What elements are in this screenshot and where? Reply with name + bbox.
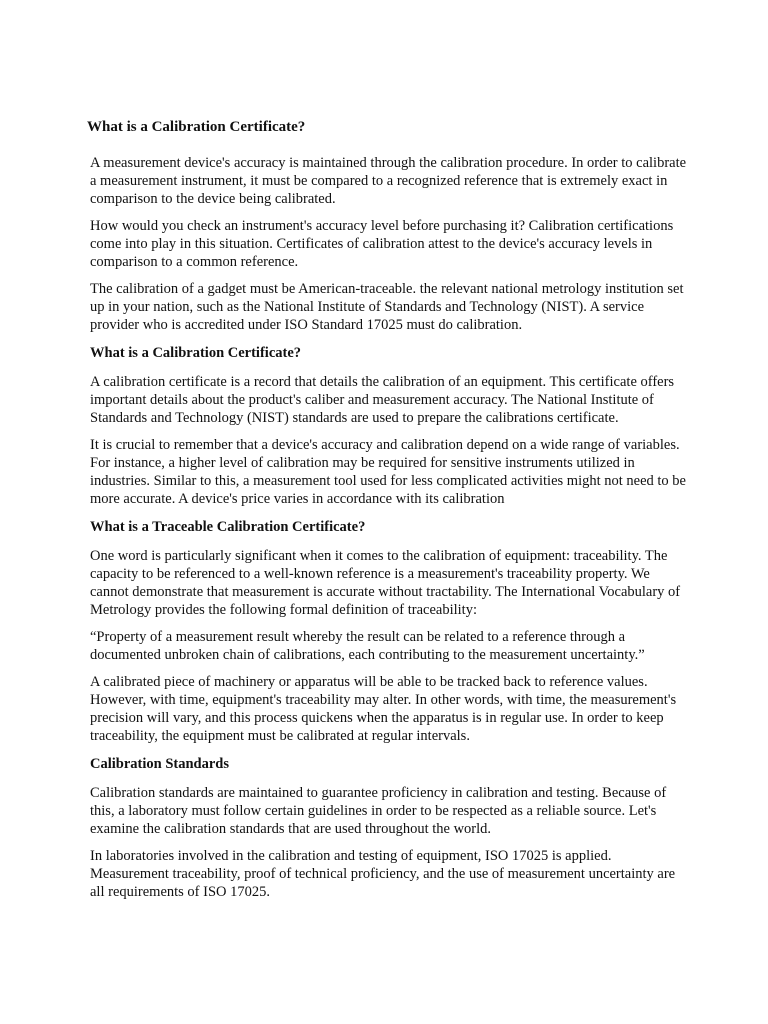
paragraph: The calibration of a gadget must be American-traceable. the relevant national metrology institution set up in your nation, such as the National Institute of Standards and Technology (NIST). A service provider who is accredited under ISO Standard 17025 must do calibration. <box>90 281 684 333</box>
paragraph: A calibration certificate is a record that details the calibration of an equipment. This certificate offers important details about the product's caliber and measurement accuracy. The National Institute of Standards and Technology (NIST) standards are used to prepare the calibrations certificate. <box>90 374 675 426</box>
section-traceable-certificate <box>90 517 690 745</box>
quote-paragraph: “Property of a measurement result whereby the result can be related to a reference through a documented unbroken chain of calibrations, each contributing to the measurement uncertainty.” <box>90 629 645 663</box>
section-heading: What is a Calibration Certificate? <box>90 345 302 361</box>
paragraph: A measurement device's accuracy is maintained through the calibration procedure. In order to calibrate a measurement instrument, it must be compared to a recognized reference that is extremely exact in comparison to the device being calibrated. <box>90 155 687 207</box>
section-heading: What is a Traceable Calibration Certificate? <box>90 519 366 535</box>
paragraph: One word is particularly significant when it comes to the calibration of equipment: traceability. The capacity to be referenced to a well-known reference is a measurement's traceability property. We cannot demonstrate that measurement is accurate without tractability. The International Vocabulary of Metrology provides the following formal definition of traceability: <box>90 548 681 618</box>
document-body <box>87 117 690 910</box>
paragraph: Calibration standards are maintained to guarantee proficiency in calibration and testing. Because of this, a laboratory must follow certain guidelines in order to be respected as a reliable source. Let's examine the calibration standards that are used throughout the world. <box>90 785 667 837</box>
section-heading: Calibration Standards <box>90 756 229 772</box>
paragraph: It is crucial to remember that a device's accuracy and calibration depend on a wide range of variables. For instance, a higher level of calibration may be required for sensitive instruments utilized in industries. Similar to this, a measurement tool used for less complicated activities might not need to be more accurate. A device's price varies in accordance with its calibration <box>90 437 686 507</box>
paragraph: How would you check an instrument's accuracy level before purchasing it? Calibration certifications come into play in this situation. Certificates of calibration attest to the device's accuracy levels in comparison to a common reference. <box>90 218 674 270</box>
section-intro <box>90 154 690 334</box>
page-title: What is a Calibration Certificate? <box>87 119 306 135</box>
section-calibration-standards <box>90 754 690 901</box>
section-calibration-certificate <box>90 343 690 508</box>
paragraph: A calibrated piece of machinery or apparatus will be able to be tracked back to reference values. However, with time, equipment's traceability may alter. In other words, with time, the measurement's precision will vary, and this process quickens when the apparatus is in regular use. In order to keep traceability, the equipment must be calibrated at regular intervals. <box>90 674 677 744</box>
paragraph: In laboratories involved in the calibration and testing of equipment, ISO 17025 is applied. Measurement traceability, proof of technical proficiency, and the use of measurement uncertainty are all requirements of ISO 17025. <box>90 848 676 900</box>
